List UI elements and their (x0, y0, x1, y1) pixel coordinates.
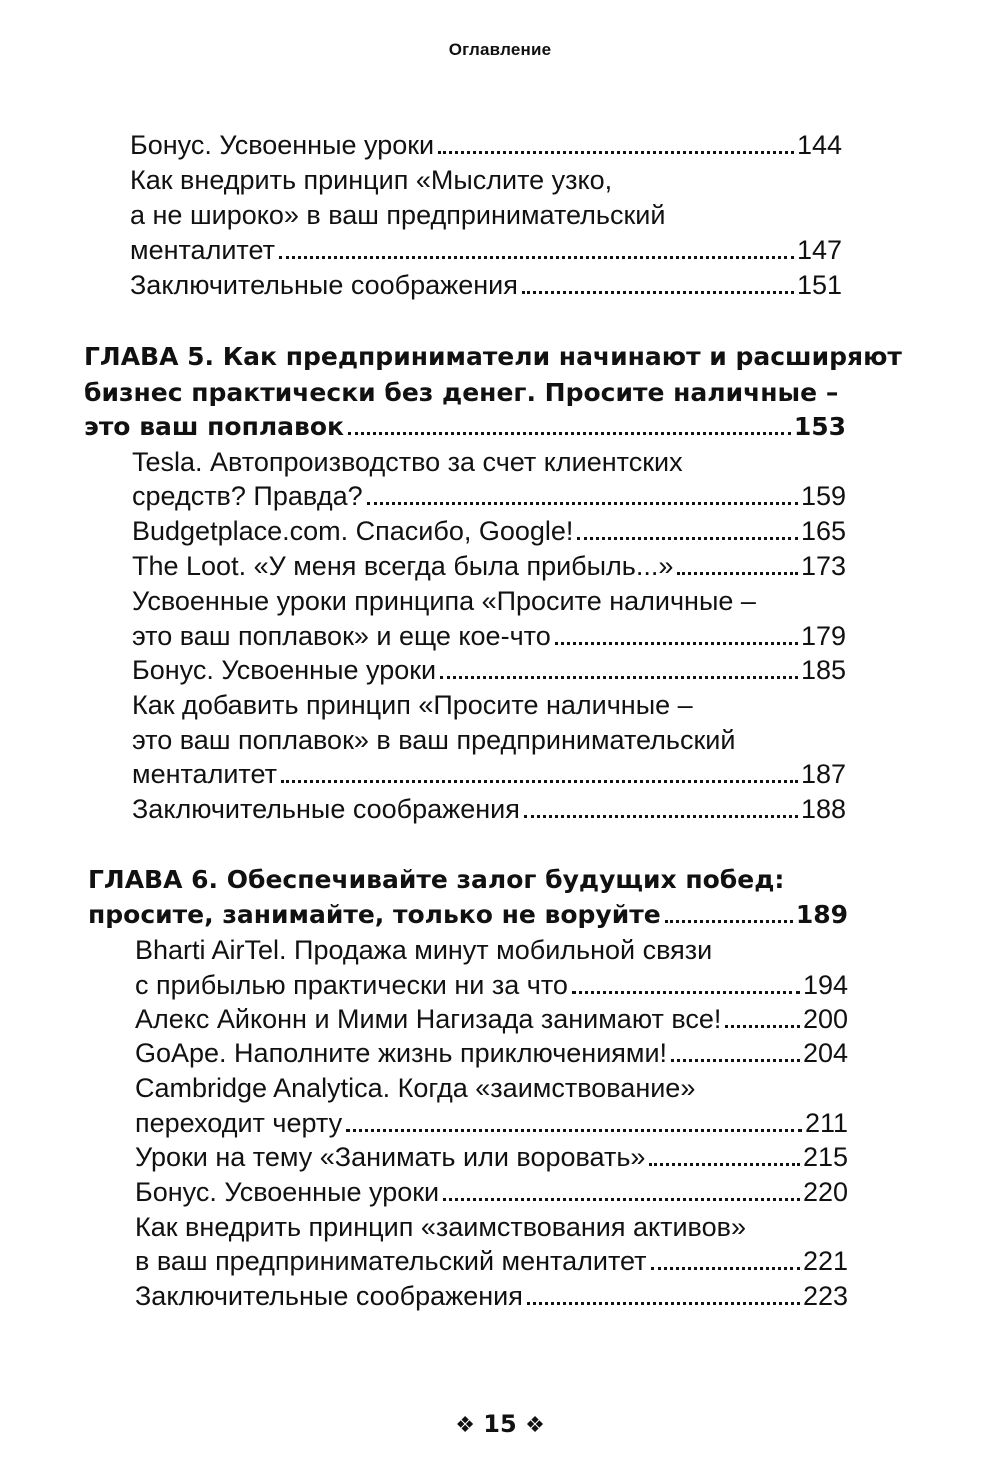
toc-entry-title: The Loot. «У меня всегда была прибыль...» (132, 551, 674, 581)
leader-dots (725, 1025, 800, 1028)
leader-dots (649, 1163, 800, 1166)
toc-entry (132, 479, 846, 513)
toc-entry (135, 1175, 848, 1209)
chapter-heading (88, 863, 784, 897)
toc-entry (135, 1244, 848, 1278)
toc-entry-page: 211 (804, 1108, 848, 1138)
toc-entry-title: Заключительные соображения (135, 1281, 523, 1311)
toc-entry-title: это ваш поплавок» и еще кое-что (132, 621, 551, 651)
toc-entry-title: это ваш поплавок (84, 412, 344, 441)
leader-dots (279, 256, 794, 259)
toc-entry-title: ГЛАВА 6. Обеспечивайте залог будущих побед: (88, 865, 785, 894)
toc-entry-title: Как внедрить принцип «заимствования активов» (135, 1212, 746, 1242)
toc-entry (132, 757, 846, 791)
leader-dots (577, 537, 798, 540)
toc-entry (132, 584, 756, 618)
toc-entry-title: Заключительные соображения (130, 270, 518, 300)
chapter-heading (84, 410, 846, 444)
toc-entry-page: 185 (800, 655, 846, 685)
toc-entry (132, 445, 683, 479)
leader-dots (651, 1267, 800, 1270)
leader-dots (665, 920, 793, 923)
toc-entry-title: Уроки на тему «Занимать или воровать» (135, 1142, 646, 1172)
toc-entry (132, 792, 846, 826)
toc-entry-title: Tesla. Автопроизводство за счет клиентских (132, 447, 683, 477)
toc-entry (130, 268, 842, 302)
leader-dots (346, 1129, 802, 1132)
toc-entry-title: Усвоенные уроки принципа «Просите наличные – (132, 586, 756, 616)
toc-entry-page: 194 (802, 970, 848, 1000)
toc-entry-title: это ваш поплавок» в ваш предпринимательский (132, 725, 736, 755)
leader-dots (281, 780, 798, 783)
toc-entry-title: средств? Правда? (132, 481, 363, 511)
leader-dots (438, 151, 794, 154)
leader-dots (348, 432, 791, 435)
ornament-icon: ❖ (525, 1413, 545, 1438)
toc-entry-title: просите, занимайте, только не воруйте (88, 900, 661, 929)
chapter-heading (88, 898, 848, 932)
toc-entry-title: Cambridge Analytica. Когда «заимствование» (135, 1073, 696, 1103)
toc-entry-page: 220 (802, 1177, 848, 1207)
toc-entry-title: менталитет (130, 235, 275, 265)
toc-entry (135, 968, 848, 1002)
toc-entry-title: в ваш предпринимательский менталитет (135, 1246, 647, 1276)
toc-entry-title: с прибылью практически ни за что (135, 970, 568, 1000)
toc-entry-page: 159 (800, 481, 846, 511)
toc-entry-page: 221 (802, 1246, 848, 1276)
toc-entry (135, 1036, 848, 1070)
leader-dots (527, 1302, 800, 1305)
toc-entry-page: 173 (800, 551, 846, 581)
toc-entry (135, 1071, 695, 1105)
toc-entry-title: Как добавить принцип «Просите наличные – (132, 690, 693, 720)
toc-entry (132, 723, 735, 757)
toc-entry-title: Алекс Айконн и Мими Нагизада занимают все! (135, 1004, 722, 1034)
toc-entry-page: 189 (795, 900, 848, 929)
toc-entry (130, 198, 665, 232)
chapter-heading (84, 376, 838, 410)
toc-entry-page: 147 (796, 235, 842, 265)
toc-entry-page: 187 (800, 759, 846, 789)
leader-dots (443, 1198, 800, 1201)
toc-entry (135, 1002, 848, 1036)
running-head: Оглавление (448, 40, 552, 59)
leader-dots (671, 1059, 800, 1062)
toc-entry-page: 188 (800, 794, 846, 824)
toc-entry-title: Бонус. Усвоенные уроки (135, 1177, 440, 1207)
toc-entry-title: Как внедрить принцип «Мыслите узко, (130, 165, 613, 195)
toc-entry (130, 128, 842, 162)
toc-entry (132, 549, 846, 583)
page-folio (0, 1410, 1000, 1438)
toc-entry-page: 204 (802, 1038, 848, 1068)
page-number: 15 (483, 1410, 517, 1438)
toc-entry-page: 215 (802, 1142, 848, 1172)
toc-entry-page: 165 (800, 516, 846, 546)
leader-dots (572, 991, 800, 994)
toc-entry-title: ГЛАВА 5. Как предприниматели начинают и расширяют (84, 342, 902, 371)
toc-entry-title: Заключительные соображения (132, 794, 520, 824)
toc-entry-page: 179 (800, 621, 846, 651)
toc-entry-title: переходит черту (135, 1108, 343, 1138)
ornament-icon: ❖ (455, 1413, 475, 1438)
toc-entry (132, 514, 846, 548)
toc-entry (132, 653, 846, 687)
toc-entry-page: 200 (802, 1004, 848, 1034)
toc-entry (135, 1140, 848, 1174)
toc-entry-title: а не широко» в ваш предпринимательский (130, 200, 666, 230)
toc-entry-title: Budgetplace.com. Спасибо, Google! (132, 516, 574, 546)
leader-dots (524, 815, 798, 818)
toc-entry-title: GoApe. Наполните жизнь приключениями! (135, 1038, 668, 1068)
toc-entry-page: 144 (796, 130, 842, 160)
toc-entry (135, 1210, 746, 1244)
toc-entry-title: Bharti AirTel. Продажа минут мобильной связи (135, 935, 713, 965)
leader-dots (440, 676, 798, 679)
toc-entry (130, 233, 842, 267)
toc-entry (132, 688, 693, 722)
toc-entry-title: менталитет (132, 759, 277, 789)
leader-dots (555, 642, 798, 645)
toc-entry-page: 223 (802, 1281, 848, 1311)
toc-entry (132, 619, 846, 653)
leader-dots (677, 572, 798, 575)
toc-entry (135, 933, 712, 967)
leader-dots (367, 502, 798, 505)
toc-entry-page: 151 (796, 270, 842, 300)
toc-entry-title: бизнес практически без денег. Просите наличные – (84, 378, 839, 407)
toc-entry-page: 153 (793, 412, 846, 441)
toc-entry (135, 1106, 848, 1140)
chapter-heading (84, 340, 902, 374)
toc-entry (135, 1279, 848, 1313)
toc-entry-title: Бонус. Усвоенные уроки (132, 655, 437, 685)
toc-entry (130, 163, 612, 197)
toc-entry-title: Бонус. Усвоенные уроки (130, 130, 435, 160)
leader-dots (522, 291, 794, 294)
